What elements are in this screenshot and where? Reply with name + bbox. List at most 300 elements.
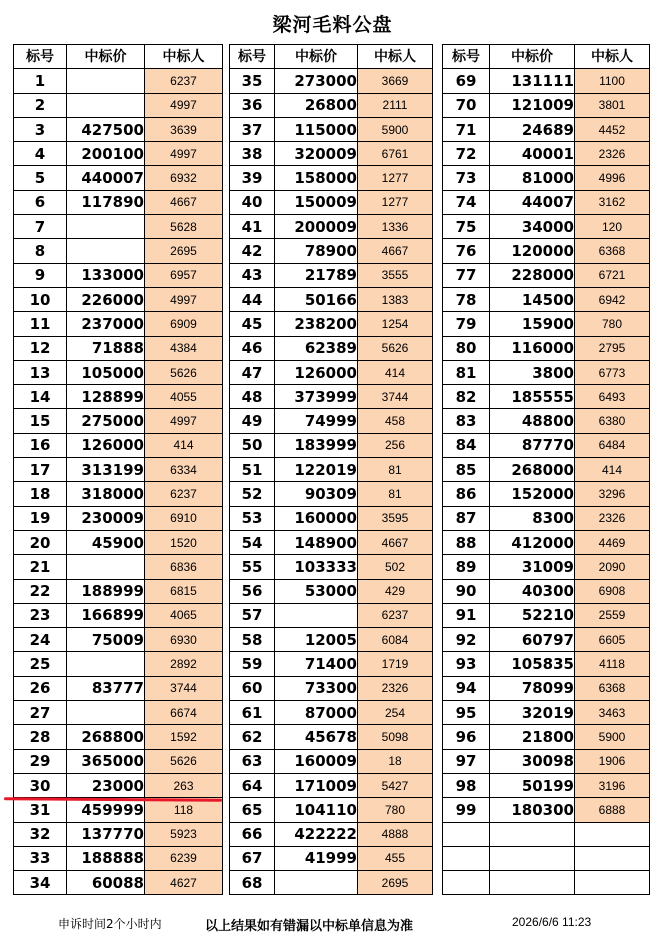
lot-number: 60 [230, 676, 275, 700]
bidder-number: 2090 [575, 555, 650, 579]
winning-price: 188888 [67, 846, 145, 870]
winning-price: 60088 [67, 871, 145, 895]
bidder-number: 414 [358, 360, 433, 384]
bidder-number: 2326 [575, 506, 650, 530]
lot-number: 78 [443, 287, 490, 311]
table-row [14, 190, 223, 214]
lot-number: 28 [14, 725, 67, 749]
lot-number: 48 [230, 385, 275, 409]
table-row [14, 263, 223, 287]
winning-price [490, 846, 575, 870]
lot-number: 11 [14, 312, 67, 336]
bidder-number [575, 871, 650, 895]
table-row [443, 482, 650, 506]
lot-number: 49 [230, 409, 275, 433]
bidder-number: 1254 [358, 312, 433, 336]
winning-price: 412000 [490, 530, 575, 554]
lot-number: 24 [14, 628, 67, 652]
winning-price [67, 239, 145, 263]
bidder-number: 3595 [358, 506, 433, 530]
table-row [443, 701, 650, 725]
table-row [14, 93, 223, 117]
winning-price [67, 215, 145, 239]
lot-number [443, 822, 490, 846]
results-table-1 [13, 44, 223, 895]
bidder-number: 2892 [145, 652, 223, 676]
winning-price [67, 555, 145, 579]
bidder-number: 6957 [145, 263, 223, 287]
table-row [443, 603, 650, 627]
lot-number: 74 [443, 190, 490, 214]
lot-number: 68 [230, 871, 275, 895]
table-row [443, 773, 650, 797]
lot-number: 14 [14, 385, 67, 409]
table-row [443, 822, 650, 846]
table-row [230, 360, 433, 384]
lot-number: 22 [14, 579, 67, 603]
bidder-number: 4118 [575, 652, 650, 676]
bidder-number: 5900 [358, 117, 433, 141]
table-row [230, 433, 433, 457]
table-row [443, 871, 650, 895]
winning-price: 320009 [275, 142, 358, 166]
winning-price: 34000 [490, 215, 575, 239]
bidder-number: 6932 [145, 166, 223, 190]
lot-number [443, 871, 490, 895]
bidder-number: 1100 [575, 69, 650, 93]
header-bidder: 中标人 [358, 45, 433, 69]
bidder-number: 1383 [358, 287, 433, 311]
table-row [443, 530, 650, 554]
bidder-number: 6930 [145, 628, 223, 652]
lot-number: 71 [443, 117, 490, 141]
bidder-number: 4667 [358, 530, 433, 554]
lot-number: 10 [14, 287, 67, 311]
table-row [14, 239, 223, 263]
winning-price: 148900 [275, 530, 358, 554]
lot-number: 61 [230, 701, 275, 725]
table-row [230, 93, 433, 117]
table-row [230, 215, 433, 239]
lot-number: 65 [230, 798, 275, 822]
lot-number: 97 [443, 749, 490, 773]
winning-price: 12005 [275, 628, 358, 652]
bidder-number: 4997 [145, 142, 223, 166]
lot-number: 75 [443, 215, 490, 239]
bidder-number: 256 [358, 433, 433, 457]
winning-price: 21789 [275, 263, 358, 287]
lot-number: 88 [443, 530, 490, 554]
lot-number: 47 [230, 360, 275, 384]
bidder-number: 3639 [145, 117, 223, 141]
bidder-number: 2695 [145, 239, 223, 263]
bidder-number: 6237 [145, 69, 223, 93]
lot-number: 23 [14, 603, 67, 627]
bidder-number: 6239 [145, 846, 223, 870]
winning-price: 74999 [275, 409, 358, 433]
winning-price: 62389 [275, 336, 358, 360]
winning-price: 228000 [490, 263, 575, 287]
bidder-number: 2326 [358, 676, 433, 700]
bidder-number: 414 [145, 433, 223, 457]
lot-number: 92 [443, 628, 490, 652]
table-row [14, 652, 223, 676]
page-title: 梁河毛料公盘 [272, 14, 393, 36]
bidder-number: 3463 [575, 701, 650, 725]
winning-price: 422222 [275, 822, 358, 846]
lot-number: 53 [230, 506, 275, 530]
winning-price: 53000 [275, 579, 358, 603]
lot-number: 84 [443, 433, 490, 457]
header-number: 标号 [443, 45, 490, 69]
winning-price: 131111 [490, 69, 575, 93]
table-row [230, 652, 433, 676]
winning-price: 158000 [275, 166, 358, 190]
table-row [230, 530, 433, 554]
winning-price: 15900 [490, 312, 575, 336]
bidder-number: 780 [575, 312, 650, 336]
winning-price: 117890 [67, 190, 145, 214]
winning-price: 44007 [490, 190, 575, 214]
table-row [443, 458, 650, 482]
lot-number: 18 [14, 482, 67, 506]
table-row [14, 506, 223, 530]
bidder-number: 3162 [575, 190, 650, 214]
lot-number: 89 [443, 555, 490, 579]
lot-number: 17 [14, 458, 67, 482]
bidder-number: 1719 [358, 652, 433, 676]
lot-number: 67 [230, 846, 275, 870]
table-row [443, 239, 650, 263]
bidder-number: 3555 [358, 263, 433, 287]
bidder-number: 6815 [145, 579, 223, 603]
bidder-number: 118 [145, 798, 223, 822]
bidder-number: 4997 [145, 93, 223, 117]
bidder-number: 4469 [575, 530, 650, 554]
bidder-number: 6888 [575, 798, 650, 822]
lot-number [443, 846, 490, 870]
winning-price: 78099 [490, 676, 575, 700]
winning-price: 459999 [67, 798, 145, 822]
lot-number: 51 [230, 458, 275, 482]
bidder-number: 6721 [575, 263, 650, 287]
winning-price [275, 603, 358, 627]
table-row [14, 166, 223, 190]
table-row [230, 846, 433, 870]
lot-number: 6 [14, 190, 67, 214]
winning-price: 171009 [275, 773, 358, 797]
winning-price: 427500 [67, 117, 145, 141]
table-row [443, 385, 650, 409]
winning-price: 23000 [67, 773, 145, 797]
bidder-number: 254 [358, 701, 433, 725]
bidder-number: 6605 [575, 628, 650, 652]
winning-price: 313199 [67, 458, 145, 482]
bidder-number: 6674 [145, 701, 223, 725]
winning-price: 60797 [490, 628, 575, 652]
lot-number: 66 [230, 822, 275, 846]
table-row [230, 773, 433, 797]
lot-number: 33 [14, 846, 67, 870]
table-row [443, 93, 650, 117]
bidder-number: 1277 [358, 190, 433, 214]
table-row [443, 287, 650, 311]
table-row [230, 555, 433, 579]
bidder-number: 81 [358, 482, 433, 506]
table-row [230, 287, 433, 311]
bidder-number: 6237 [145, 482, 223, 506]
bidder-number [575, 846, 650, 870]
table-row [443, 409, 650, 433]
lot-number: 36 [230, 93, 275, 117]
winning-price: 166899 [67, 603, 145, 627]
lot-number: 21 [14, 555, 67, 579]
winning-price: 126000 [275, 360, 358, 384]
bidder-number: 5626 [145, 749, 223, 773]
winning-price: 73300 [275, 676, 358, 700]
table-row [230, 725, 433, 749]
lot-number: 72 [443, 142, 490, 166]
winning-price: 137770 [67, 822, 145, 846]
lot-number: 64 [230, 773, 275, 797]
table-row [443, 117, 650, 141]
results-table-3 [442, 44, 650, 895]
bidder-number: 2111 [358, 93, 433, 117]
table-row [443, 166, 650, 190]
bidder-number: 414 [575, 458, 650, 482]
table-row [443, 312, 650, 336]
winning-price [490, 871, 575, 895]
bidder-number: 3196 [575, 773, 650, 797]
winning-price: 133000 [67, 263, 145, 287]
bidder-number: 2695 [358, 871, 433, 895]
table-row [230, 798, 433, 822]
table-row [14, 482, 223, 506]
timestamp: 2026/6/6 11:23 [512, 915, 592, 929]
lot-number: 26 [14, 676, 67, 700]
lot-number: 20 [14, 530, 67, 554]
bidder-number: 6368 [575, 239, 650, 263]
winning-price: 90309 [275, 482, 358, 506]
winning-price: 115000 [275, 117, 358, 141]
winning-price: 105000 [67, 360, 145, 384]
winning-price: 50166 [275, 287, 358, 311]
header-bidder: 中标人 [145, 45, 223, 69]
winning-price: 45900 [67, 530, 145, 554]
table-row [14, 701, 223, 725]
winning-price: 152000 [490, 482, 575, 506]
lot-number: 58 [230, 628, 275, 652]
winning-price: 183999 [275, 433, 358, 457]
winning-price: 128899 [67, 385, 145, 409]
bidder-number: 4996 [575, 166, 650, 190]
winning-price: 122019 [275, 458, 358, 482]
lot-number: 35 [230, 69, 275, 93]
winning-price: 87770 [490, 433, 575, 457]
bidder-number: 18 [358, 749, 433, 773]
header-number: 标号 [14, 45, 67, 69]
bidder-number: 120 [575, 215, 650, 239]
table-row [230, 336, 433, 360]
table-row [443, 215, 650, 239]
lot-number: 19 [14, 506, 67, 530]
bidder-number: 4667 [358, 239, 433, 263]
results-table-2 [229, 44, 433, 895]
header-price: 中标价 [67, 45, 145, 69]
lot-number: 90 [443, 579, 490, 603]
bidder-number: 2795 [575, 336, 650, 360]
lot-number: 30 [14, 773, 67, 797]
table-row [443, 336, 650, 360]
lot-number: 76 [443, 239, 490, 263]
bidder-number: 6773 [575, 360, 650, 384]
lot-number: 43 [230, 263, 275, 287]
bidder-number: 502 [358, 555, 433, 579]
bidder-number: 6493 [575, 385, 650, 409]
table-row [14, 215, 223, 239]
table-row [14, 725, 223, 749]
bidder-number: 3669 [358, 69, 433, 93]
winning-price [67, 701, 145, 725]
bidder-number: 780 [358, 798, 433, 822]
table-row [14, 312, 223, 336]
table-row [230, 458, 433, 482]
table-row [14, 773, 223, 797]
winning-price: 237000 [67, 312, 145, 336]
lot-number: 80 [443, 336, 490, 360]
bidder-number: 4888 [358, 822, 433, 846]
lot-number: 94 [443, 676, 490, 700]
table-row [14, 433, 223, 457]
lot-number: 99 [443, 798, 490, 822]
winning-price [67, 652, 145, 676]
table-row [14, 846, 223, 870]
bidder-number: 6484 [575, 433, 650, 457]
table-row [443, 433, 650, 457]
bidder-number: 429 [358, 579, 433, 603]
header-row [230, 45, 433, 69]
bidder-number: 6910 [145, 506, 223, 530]
bidder-number: 6836 [145, 555, 223, 579]
table-row [443, 628, 650, 652]
lot-number: 44 [230, 287, 275, 311]
table-row [230, 69, 433, 93]
winning-price: 200100 [67, 142, 145, 166]
header-price: 中标价 [490, 45, 575, 69]
header-price: 中标价 [275, 45, 358, 69]
table-row [230, 676, 433, 700]
bidder-number: 6368 [575, 676, 650, 700]
table-row [230, 506, 433, 530]
winning-price: 440007 [67, 166, 145, 190]
table-row [443, 263, 650, 287]
bidder-number: 5900 [575, 725, 650, 749]
winning-price: 238200 [275, 312, 358, 336]
table-row [230, 822, 433, 846]
winning-price: 226000 [67, 287, 145, 311]
table-row [14, 871, 223, 895]
winning-price: 83777 [67, 676, 145, 700]
table-row [230, 312, 433, 336]
lot-number: 2 [14, 93, 67, 117]
lot-number: 15 [14, 409, 67, 433]
bidder-number: 5626 [145, 360, 223, 384]
table-row [443, 506, 650, 530]
table-row [14, 822, 223, 846]
table-row [443, 555, 650, 579]
winning-price [67, 69, 145, 93]
winning-price: 160009 [275, 749, 358, 773]
lot-number: 12 [14, 336, 67, 360]
bidder-number: 6908 [575, 579, 650, 603]
bidder-number: 5626 [358, 336, 433, 360]
table-row [230, 603, 433, 627]
winning-price [490, 822, 575, 846]
lot-number: 63 [230, 749, 275, 773]
bidder-number: 5923 [145, 822, 223, 846]
table-row [14, 530, 223, 554]
lot-number: 86 [443, 482, 490, 506]
table-row [14, 336, 223, 360]
winning-price: 40001 [490, 142, 575, 166]
lot-number: 79 [443, 312, 490, 336]
winning-price: 103333 [275, 555, 358, 579]
winning-price: 120000 [490, 239, 575, 263]
winning-price: 180300 [490, 798, 575, 822]
table-row [230, 239, 433, 263]
table-row [230, 263, 433, 287]
lot-number: 7 [14, 215, 67, 239]
table-row [14, 603, 223, 627]
bidder-number: 458 [358, 409, 433, 433]
lot-number: 38 [230, 142, 275, 166]
bidder-number: 4384 [145, 336, 223, 360]
bidder-number: 5098 [358, 725, 433, 749]
lot-number: 73 [443, 166, 490, 190]
bidder-number: 1336 [358, 215, 433, 239]
lot-number: 62 [230, 725, 275, 749]
table-row [230, 190, 433, 214]
table-row [443, 190, 650, 214]
table-row [443, 142, 650, 166]
winning-price: 32019 [490, 701, 575, 725]
winning-price: 24689 [490, 117, 575, 141]
lot-number: 8 [14, 239, 67, 263]
lot-number: 27 [14, 701, 67, 725]
table-row [230, 579, 433, 603]
lot-number: 52 [230, 482, 275, 506]
lot-number: 50 [230, 433, 275, 457]
table-row [230, 409, 433, 433]
bidder-number: 1592 [145, 725, 223, 749]
bidder-number: 3801 [575, 93, 650, 117]
lot-number: 55 [230, 555, 275, 579]
winning-price: 185555 [490, 385, 575, 409]
lot-number: 96 [443, 725, 490, 749]
winning-price: 105835 [490, 652, 575, 676]
bidder-number: 4452 [575, 117, 650, 141]
winning-price: 275000 [67, 409, 145, 433]
winning-price: 52210 [490, 603, 575, 627]
bidder-number: 6761 [358, 142, 433, 166]
appeal-note: 申诉时间2个小时内 [58, 917, 162, 931]
lot-number: 91 [443, 603, 490, 627]
bidder-number: 6084 [358, 628, 433, 652]
bidder-number: 6909 [145, 312, 223, 336]
winning-price: 21800 [490, 725, 575, 749]
lot-number: 4 [14, 142, 67, 166]
table-row [443, 749, 650, 773]
